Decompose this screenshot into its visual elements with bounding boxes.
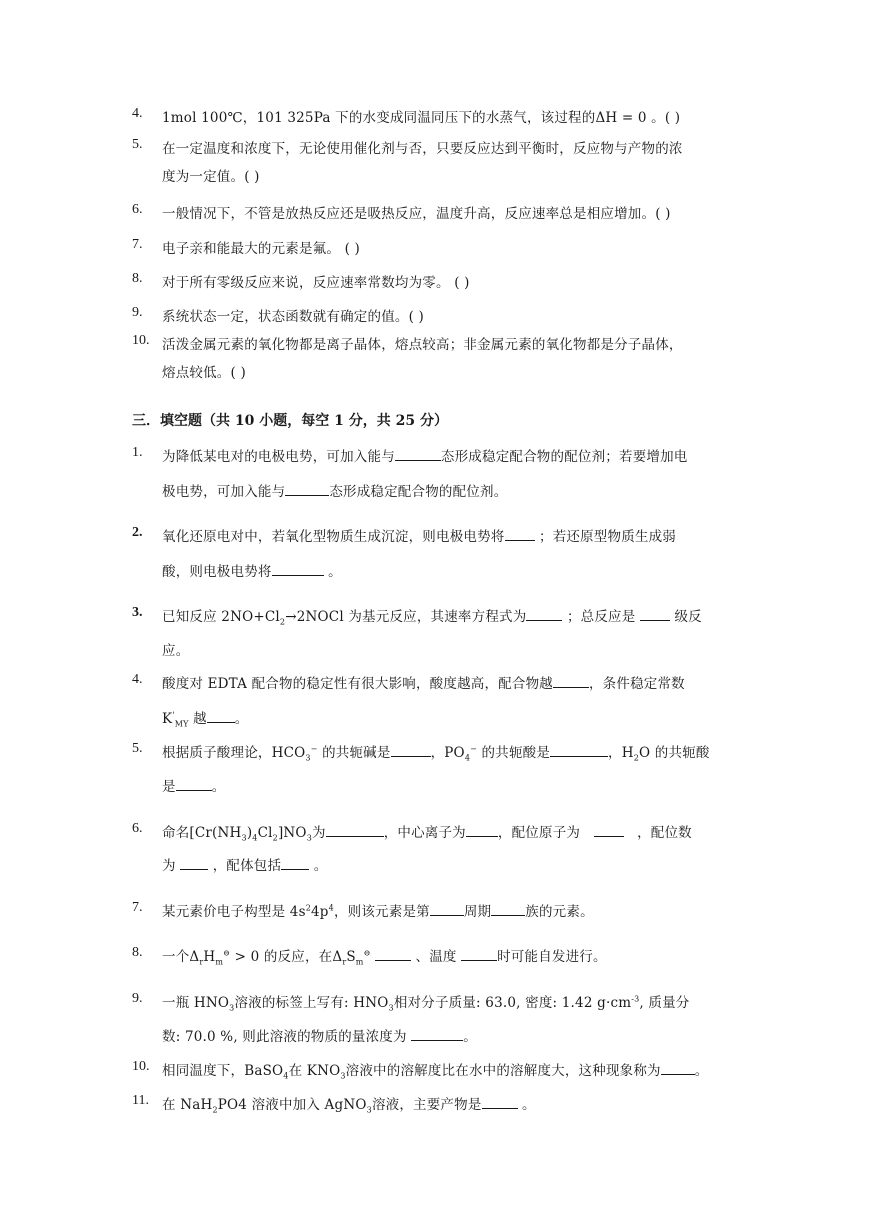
question-text: K <box>162 711 173 727</box>
answer-blank <box>661 1073 695 1075</box>
answer-blank <box>207 721 235 723</box>
question-text: 。 <box>328 564 342 580</box>
answer-blank <box>285 494 329 496</box>
question-text: 一个Δ <box>162 949 200 965</box>
question-text: 一般情况下，不管是放热反应还是吸热反应，温度升高，反应速率总是相应增加。( ) <box>162 206 671 222</box>
question-text: H <box>203 949 216 965</box>
question-text: ；总反应是 <box>566 609 636 625</box>
question-text: 在一定温度和浓度下，无论使用催化剂与否，只要反应达到平衡时，反应物与产物的浓 <box>162 141 683 157</box>
question-number: 4. <box>132 672 143 687</box>
question-text: ) <box>246 825 253 841</box>
question-text: 3 <box>366 1105 372 1115</box>
question-line <box>162 525 742 545</box>
question-line <box>162 480 742 500</box>
question-text: 。 <box>463 1029 477 1045</box>
question-text: − <box>310 744 318 754</box>
question-text: 2 <box>633 753 640 763</box>
question-text: O 的共轭酸 <box>639 745 710 761</box>
question-text: 极电势，可加入能与 <box>162 484 286 500</box>
question-text: ⊖ <box>223 948 231 958</box>
question-line <box>162 445 742 465</box>
question-text: 4p <box>311 904 329 920</box>
question-number: 7. <box>132 900 143 915</box>
question-text: ，配位数 <box>637 825 692 841</box>
answer-blank <box>281 868 309 870</box>
question-text: m <box>215 957 224 967</box>
question-text: 3 <box>305 753 311 763</box>
answer-blank <box>395 459 441 461</box>
question-text: ，条件稳定常数 <box>588 676 685 692</box>
question-text: 。 <box>522 1097 536 1113</box>
question-text: ，配位原子为 <box>497 825 581 841</box>
question-text: 的共轭碱是 <box>322 745 391 761</box>
answer-blank <box>526 619 562 621</box>
question-line <box>162 821 742 843</box>
question-text: 氧化还原电对中，若氧化型物质生成沉淀，则电极电势将 <box>162 529 505 545</box>
question-line <box>162 560 742 580</box>
question-text: 为降低某电对的电极电势，可加入能与 <box>162 449 395 465</box>
answer-blank <box>466 835 498 837</box>
question-line <box>162 900 742 920</box>
question-text: 4 <box>328 903 334 913</box>
answer-blank <box>505 539 535 541</box>
question-text: 4 <box>252 833 258 843</box>
question-text: 2 <box>272 833 278 843</box>
question-number: 2. <box>132 525 143 540</box>
question-text: 是 <box>162 779 176 795</box>
question-text: 系统状态一定，状态函数就有确定的值。( ) <box>162 309 425 325</box>
answer-blank <box>550 755 608 757</box>
question-line: 已知反应 $2NO+Cl_2\to 2NOCl$ 为基元反应，其速率方程式为 ；总反应是 级反 <box>162 609 702 627</box>
question-text: 对于所有零级反应来说，反应速率常数均为零。 ( ) <box>162 275 470 291</box>
question-text: 、温度 <box>415 949 457 965</box>
question-number: 11. <box>132 1093 149 1108</box>
question-text: 一瓶 HNO <box>162 995 230 1011</box>
question-line <box>162 672 742 692</box>
question-text: 溶液的标签上写有: HNO <box>234 995 389 1011</box>
question-text: > 0 的反应，在Δ <box>234 949 343 965</box>
answer-blank <box>430 914 464 916</box>
answer-blank <box>461 959 497 961</box>
question-number: 3. <box>132 605 143 620</box>
question-text: 3 <box>306 833 312 843</box>
question-number: 6. <box>132 821 143 836</box>
answer-blank <box>491 914 525 916</box>
question-text: 相同温度下，BaSO <box>162 1063 284 1079</box>
question-text: 命名[Cr(NH <box>162 825 242 841</box>
question-text: ，则该元素是第 <box>333 904 430 920</box>
question-number: 5. <box>132 137 143 152</box>
question-text: 在 KNO <box>288 1063 341 1079</box>
question-number: 5. <box>132 741 143 756</box>
question-text: 应。 <box>162 643 190 659</box>
question-text: ，中心离子为 <box>383 825 466 841</box>
question-text: 酸度对 EDTA 配合物的稳定性有很大影响，酸度越高，配合物越 <box>162 676 553 692</box>
answer-blank <box>553 686 589 688</box>
question-text: 越 <box>193 711 207 727</box>
question-text: 数: 70.0 %, 则此溶液的物质的量浓度为 <box>162 1029 407 1045</box>
question-line <box>162 854 742 874</box>
question-text: ⊖ <box>363 948 371 958</box>
question-number: 8. <box>132 271 143 286</box>
question-text: 溶液，主要产物是 <box>371 1097 482 1113</box>
question-text: ，PO <box>430 745 465 761</box>
question-line <box>162 991 742 1013</box>
question-text: 态形成稳定配合物的配位剂；若要增加电 <box>440 449 688 465</box>
question-line <box>162 707 742 729</box>
section-title: 三．填空题（共 10 小题，每空 1 分，共 25 分） <box>132 413 448 429</box>
question-text: 3 <box>229 1003 235 1013</box>
question-text: 。 <box>234 711 249 727</box>
answer-blank <box>594 835 624 837</box>
question-line <box>162 741 742 763</box>
question-text: − <box>470 744 478 754</box>
question-number: 10. <box>132 333 150 348</box>
question-text: 4 <box>464 753 471 763</box>
question-text: 熔点较低。( ) <box>162 365 246 381</box>
answer-blank <box>391 755 431 757</box>
question-text: 在 NaH <box>162 1097 213 1113</box>
question-number: 9. <box>132 991 143 1006</box>
question-text: 族的元素。 <box>525 904 594 920</box>
question-line <box>162 945 742 967</box>
question-text: ；若还原型物质生成弱 <box>539 529 676 545</box>
question-number: 1. <box>132 445 143 460</box>
answer-blank <box>482 1107 518 1109</box>
question-text: -3 <box>631 994 640 1004</box>
question-text: ' <box>172 710 175 720</box>
question-text: m <box>355 957 364 967</box>
question-text: 的共轭酸是 <box>481 745 551 761</box>
question-text: 2 <box>212 1105 218 1115</box>
question-text: S <box>346 949 356 965</box>
answer-blank <box>375 959 411 961</box>
question-text: 时可能自发进行。 <box>497 949 607 965</box>
question-number: 8. <box>132 945 143 960</box>
answer-blank <box>272 574 324 576</box>
answer-blank <box>640 619 670 621</box>
question-text: 活泼金属元素的氧化物都是离子晶体，熔点较高；非金属元素的氧化物都是分子晶体， <box>162 337 683 353</box>
question-number: 10. <box>132 1059 150 1074</box>
question-text: 3 <box>241 833 247 843</box>
question-text: r <box>342 957 347 967</box>
answer-blank <box>411 1039 463 1041</box>
question-text: 。 <box>694 1063 709 1079</box>
question-text: MY <box>174 719 189 729</box>
question-text: 度为一定值。( ) <box>162 169 260 185</box>
question-text: 。 <box>211 779 226 795</box>
question-text: 3 <box>388 1003 394 1013</box>
question-text: 态形成稳定配合物的配位剂。 <box>329 484 508 500</box>
question-text: 4 <box>283 1071 289 1081</box>
question-text: PO4 溶液中加入 AgNO <box>217 1097 367 1113</box>
question-text: 周期 <box>463 904 492 920</box>
question-text: →2NOCl 为基元反应，其速率方程式为 <box>285 609 527 625</box>
question-text: Cl <box>257 825 273 841</box>
question-text: 电子亲和能最大的元素是氟。 ( ) <box>162 241 361 257</box>
question-text: 溶液中的溶解度比在水中的溶解度大，这种现象称为 <box>345 1063 661 1079</box>
question-text: 2 <box>305 903 312 913</box>
question-line <box>162 1025 742 1045</box>
question-text: 相对分子质量: 63.0, 密度: 1.42 g·cm <box>393 995 632 1011</box>
question-line <box>162 1093 742 1115</box>
question-text: , 质量分 <box>639 995 690 1011</box>
question-number: 6. <box>132 202 143 217</box>
question-text: 级反 <box>674 609 702 625</box>
question-text: 酸，则电极电势将 <box>162 564 272 580</box>
question-text: r <box>199 957 204 967</box>
question-number: 7. <box>132 237 143 252</box>
question-text: 。 <box>313 858 328 874</box>
question-number: 9. <box>132 305 143 320</box>
question-number: 4. <box>132 106 143 121</box>
question-text: 1mol 100℃，101 325Pa 下的水变成同温同压下的水蒸气，该过程的ΔH = 0 。( ) <box>162 110 681 126</box>
question-text: 已知反应 2NO+Cl <box>162 609 280 625</box>
question-line <box>162 1059 742 1081</box>
question-text: ，配体包括 <box>212 858 282 874</box>
question-text: 根据质子酸理论，HCO <box>162 745 306 761</box>
answer-blank <box>326 835 384 837</box>
question-text: 为 <box>162 858 176 874</box>
question-text: ，H <box>608 745 634 761</box>
question-text: 3 <box>340 1071 346 1081</box>
question-text: ]NO <box>277 825 307 841</box>
answer-blank <box>176 789 212 791</box>
question-line <box>162 775 742 795</box>
question-text: 为 <box>311 825 326 841</box>
answer-blank <box>180 868 208 870</box>
question-text: 某元素价电子构型是 4s <box>162 904 306 920</box>
